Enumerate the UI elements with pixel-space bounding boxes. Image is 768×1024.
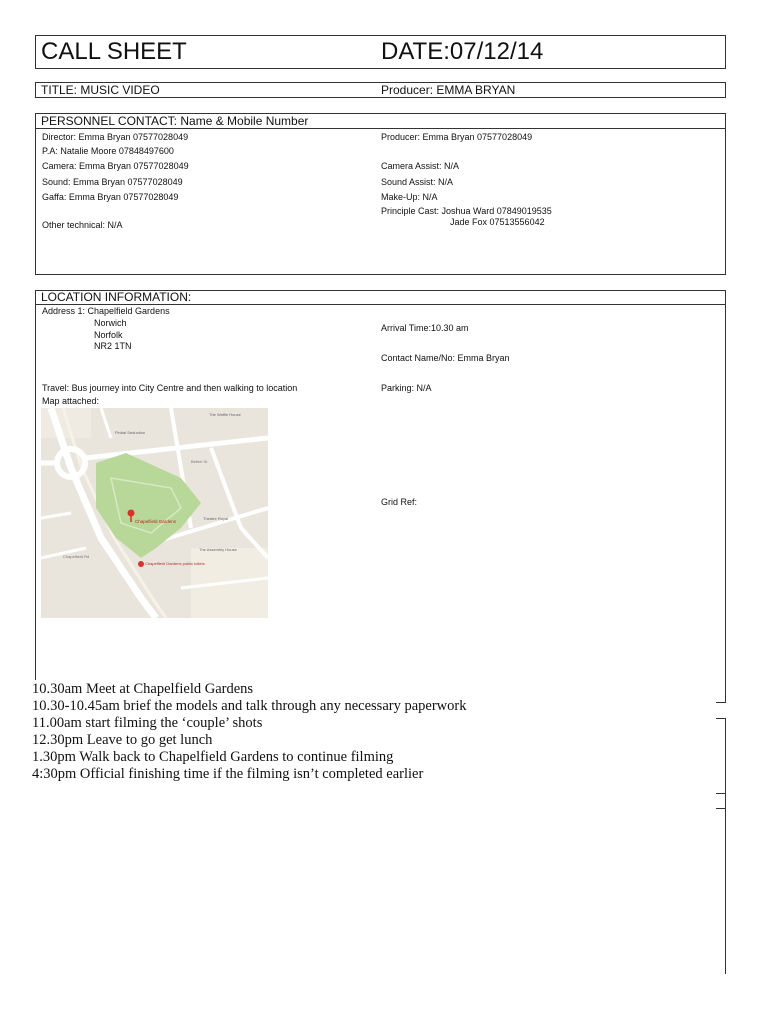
title-label: TITLE: MUSIC VIDEO <box>41 83 160 97</box>
parking-info: Parking: N/A <box>381 383 432 393</box>
location-left-border <box>35 290 36 680</box>
map-label-pinbal: Pinbal Seduction <box>115 430 146 435</box>
other-technical-line: Other technical: N/A <box>42 220 123 230</box>
map-label-gardens: Chapelfield Gardens <box>135 519 177 524</box>
address-line-1: Address 1: Chapelfield Gardens <box>42 306 170 316</box>
personnel-heading: PERSONNEL CONTACT: Name & Mobile Number <box>41 114 309 128</box>
map-label-toilets: Chapelfield Gardens public toilets <box>145 561 205 566</box>
address-line-3: Norfolk <box>94 330 123 340</box>
gaffa-line: Gaffa: Emma Bryan 07577028049 <box>42 192 179 202</box>
sound-line: Sound: Emma Bryan 07577028049 <box>42 177 183 187</box>
arrival-time: Arrival Time:10.30 am <box>381 323 469 333</box>
camera-assist-line: Camera Assist: N/A <box>381 161 460 171</box>
producer-contact-line: Producer: Emma Bryan 07577028049 <box>381 132 533 142</box>
map-label-road: Chapelfield Rd <box>63 554 90 559</box>
map-label-bethel: Bethel St <box>191 459 208 464</box>
schedule-line-2: 10.30-10.45am brief the models and talk through any necessary paperwork <box>32 698 467 714</box>
principle-cast-line-2: Jade Fox 07513556042 <box>450 217 545 227</box>
location-map <box>41 408 268 618</box>
sound-assist-line: Sound Assist: N/A <box>381 177 454 187</box>
travel-line: Travel: Bus journey into City Centre and then walking to location <box>42 383 298 393</box>
schedule-line-5: 1.30pm Walk back to Chapelfield Gardens to continue filming <box>32 749 394 765</box>
stray-line-3 <box>716 793 726 794</box>
contact-name: Contact Name/No: Emma Bryan <box>381 353 510 363</box>
director-line: Director: Emma Bryan 07577028049 <box>42 132 189 142</box>
location-heading: LOCATION INFORMATION: <box>41 290 192 304</box>
schedule-line-1: 10.30am Meet at Chapelfield Gardens <box>32 681 254 697</box>
map-attached-label: Map attached: <box>42 396 100 406</box>
stray-line-4 <box>716 808 726 809</box>
location-bottom-stub <box>716 702 726 703</box>
call-sheet-title: CALL SHEET <box>41 38 187 65</box>
stray-line-2 <box>725 718 726 974</box>
address-line-2: Norwich <box>94 318 127 328</box>
camera-line: Camera: Emma Bryan 07577028049 <box>42 161 189 171</box>
map-label-assembly: The Assembly House <box>199 547 237 552</box>
map-label-waffle: The Waffle House <box>209 412 241 417</box>
producer-label: Producer: EMMA BRYAN <box>381 83 516 97</box>
schedule-line-4: 12.30pm Leave to go get lunch <box>32 732 213 748</box>
location-divider <box>35 304 726 305</box>
call-sheet-date: DATE:07/12/14 <box>381 38 544 65</box>
address-line-4: NR2 1TN <box>94 341 132 351</box>
grid-ref: Grid Ref: <box>381 497 418 507</box>
map-label-theatre: Theatre Royal <box>203 516 229 521</box>
pa-line: P.A: Natalie Moore 07848497600 <box>42 146 174 156</box>
schedule-line-6: 4:30pm Official finishing time if the filming isn’t completed earlier <box>32 766 424 782</box>
schedule-line-3: 11.00am start filming the ‘couple’ shots <box>32 715 263 731</box>
personnel-divider <box>35 128 726 129</box>
location-right-border <box>725 290 726 702</box>
makeup-line: Make-Up: N/A <box>381 192 438 202</box>
principle-cast-line: Principle Cast: Joshua Ward 07849019535 <box>381 206 552 216</box>
